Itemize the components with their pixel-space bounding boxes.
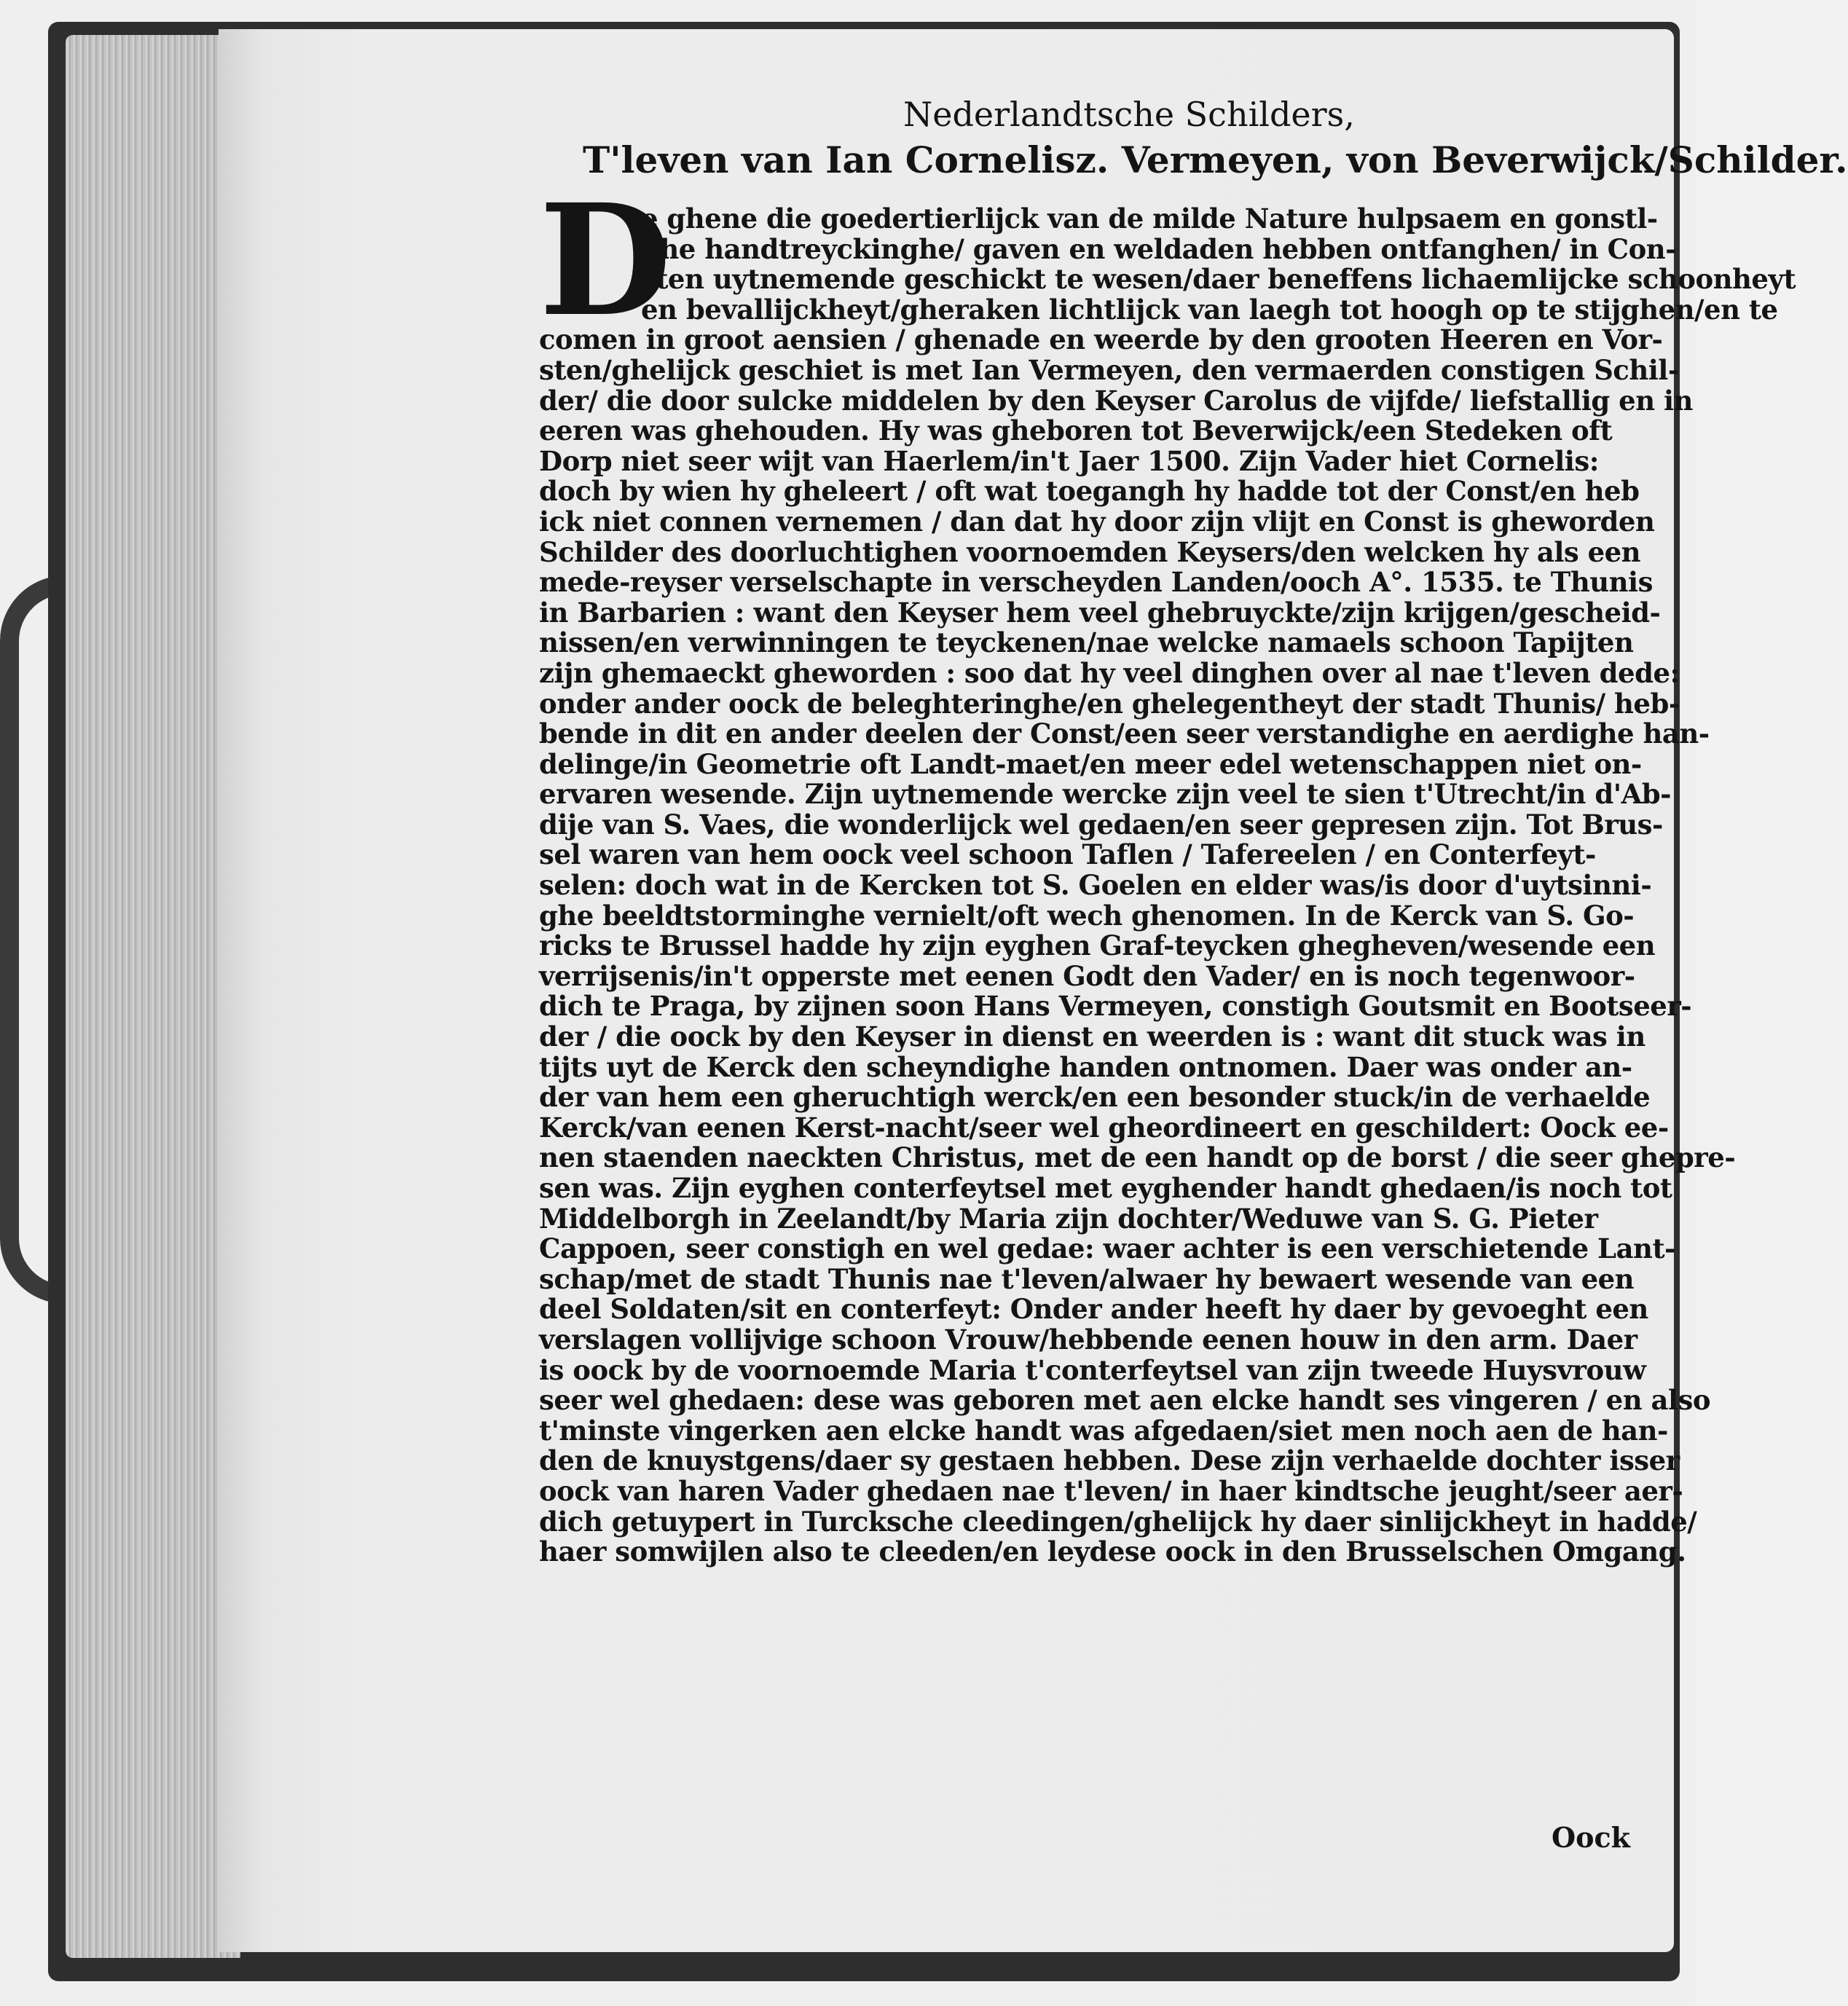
text-line: der/ die door sulcke middelen by den Keyser Carolus de vijfde/ liefstallig en in bbox=[539, 384, 1693, 417]
text-line: schap/met de stadt Thunis nae t'leven/alwaer hy bewaert wesende van een bbox=[539, 1262, 1635, 1295]
text-line: sten uytnemende geschickt te wesen/daer beneffens lichaemlijcke schoonheyt bbox=[641, 263, 1796, 296]
text-line: doch by wien hy gheleert / oft wat toegangh hy hadde tot der Const/en heb bbox=[539, 475, 1640, 508]
text-line: nissen/en verwinningen te teyckenen/nae welcke namaels schoon Tapijten bbox=[539, 626, 1634, 659]
text-line: sen was. Zijn eyghen conterfeytsel met eyghender handt ghedaen/is noch tot bbox=[539, 1172, 1672, 1204]
text-line: Middelborgh in Zeelandt/by Maria zijn dochter/Weduwe van S. G. Pieter bbox=[539, 1202, 1598, 1235]
text-line: verslagen vollijvige schoon Vrouw/hebbende eenen houw in den arm. Daer bbox=[539, 1323, 1637, 1356]
catchword: Oock bbox=[1552, 1821, 1630, 1854]
text-line: selen: doch wat in de Kercken tot S. Goelen en elder was/is door d'uytsinni- bbox=[539, 869, 1652, 902]
text-line: sten/ghelijck geschiet is met Ian Vermeyen, den vermaerden constigen Schil- bbox=[539, 353, 1679, 386]
text-line: dije van S. Vaes, die wonderlijck wel gedaen/en seer gepresen zijn. Tot Brus- bbox=[539, 808, 1663, 841]
text-line: in Barbarien : want den Keyser hem veel ghebruyckte/zijn krijgen/gescheid- bbox=[539, 596, 1661, 629]
text-line: eeren was ghehouden. Hy was gheboren tot Beverwijck/een Stedeken oft bbox=[539, 414, 1613, 447]
text-line: mede-reyser verselschapte in verscheyden Landen/ooch A°. 1535. te Thunis bbox=[539, 566, 1653, 599]
text-line: comen in groot aensien / ghenade en weerde by den grooten Heeren en Vor- bbox=[539, 323, 1663, 356]
text-line: ricks te Brussel hadde hy zijn eyghen Graf-teycken ghegheven/wesende een bbox=[539, 929, 1656, 962]
text-line: e ghene die goedertierlijck van de milde Nature hulpsaem en gonstl- bbox=[641, 202, 1658, 235]
drop-cap: D bbox=[539, 170, 672, 350]
text-line: zijn ghemaeckt gheworden : soo dat hy veel dinghen over al nae t'leven dede: bbox=[539, 656, 1680, 689]
text-line: tijts uyt de Kerck den scheyndighe handen ontnomen. Daer was onder an- bbox=[539, 1050, 1632, 1083]
text-line: oock van haren Vader ghedaen nae t'leven/ in haer kindtsche jeught/seer aer- bbox=[539, 1474, 1683, 1507]
text-line: deel Soldaten/sit en conterfeyt: Onder ander heeft hy daer by gevoeght een bbox=[539, 1293, 1648, 1326]
text-line: Dorp niet seer wijt van Haerlem/in't Jaer 1500. Zijn Vader hiet Cornelis: bbox=[539, 444, 1599, 477]
text-line: sel waren van hem oock veel schoon Taflen / Tafereelen / en Conterfeyt- bbox=[539, 838, 1596, 871]
text-line: ick niet connen vernemen / dan dat hy door zijn vlijt en Const is gheworden bbox=[539, 505, 1655, 538]
text-line: bende in dit en ander deelen der Const/een seer verstandighe en aerdighe han- bbox=[539, 717, 1710, 750]
text-line: der / die oock by den Keyser in dienst en weerden is : want dit stuck was in bbox=[539, 1020, 1645, 1053]
body-text bbox=[539, 202, 1796, 1568]
text-line: seer wel ghedaen: dese was geboren met aen elcke handt ses vingeren / en also bbox=[539, 1384, 1711, 1417]
text-line: en bevallijckheyt/gheraken lichtlijck van laegh tot hoogh op te stijghen/en te bbox=[641, 293, 1778, 326]
text-line: onder ander oock de beleghteringhe/en ghelegentheyt der stadt Thunis/ heb- bbox=[539, 687, 1680, 720]
text-line: den de knuystgens/daer sy gestaen hebben. Dese zijn verhaelde dochter isser bbox=[539, 1444, 1680, 1477]
text-line: Kerck/van eenen Kerst-nacht/seer wel gheordineert en geschildert: Oock ee- bbox=[539, 1111, 1669, 1144]
text-line: dich te Praga, by zijnen soon Hans Vermeyen, constigh Goutsmit en Bootseer- bbox=[539, 990, 1692, 1023]
page-edges bbox=[66, 35, 240, 1958]
text-line: t'minste vingerken aen elcke handt was afgedaen/siet men noch aen de han- bbox=[539, 1414, 1668, 1447]
text-line: Schilder des doorluchtighen voornoemden Keysers/den welcken hy als een bbox=[539, 535, 1641, 568]
text-line: der van hem een gheruchtigh werck/en een besonder stuck/in de verhaelde bbox=[539, 1081, 1651, 1114]
text-line: ghe beeldtstorminghe vernielt/oft wech ghenomen. In de Kerck van S. Go- bbox=[539, 899, 1635, 932]
text-line: delinge/in Geometrie oft Landt-maet/en meer edel wetenschappen niet on- bbox=[539, 747, 1642, 780]
text-line: verrijsenis/in't opperste met eenen Godt den Vader/ en is noch tegenwoor- bbox=[539, 959, 1635, 992]
text-line: nen staenden naeckten Christus, met de een handt op de borst / die seer ghepre- bbox=[539, 1141, 1736, 1174]
chapter-title: T'leven van Ian Cornelisz. Vermeyen, von Beverwijck/Schilder. bbox=[583, 138, 1848, 181]
text-line: dich getuypert in Turcksche cleedingen/ghelijck hy daer sinlijckheyt in hadde/ bbox=[539, 1505, 1697, 1538]
text-line: ervaren wesende. Zijn uytnemende wercke zijn veel te sien t'Utrecht/in d'Ab- bbox=[539, 778, 1671, 811]
text-line: Cappoen, seer constigh en wel gedae: waer achter is een verschietende Lant- bbox=[539, 1232, 1675, 1265]
text-line: haer somwijlen also te cleeden/en leydese oock in den Brusselschen Omgang. bbox=[539, 1535, 1686, 1568]
text-line: is oock by de voornoemde Maria t'conterfeytsel van zijn tweede Huysvrouw bbox=[539, 1353, 1646, 1386]
running-head: Nederlandtsche Schilders, bbox=[903, 95, 1355, 134]
text-line: ghe handtreyckinghe/ gaven en weldaden hebben ontfanghen/ in Con- bbox=[641, 232, 1677, 265]
